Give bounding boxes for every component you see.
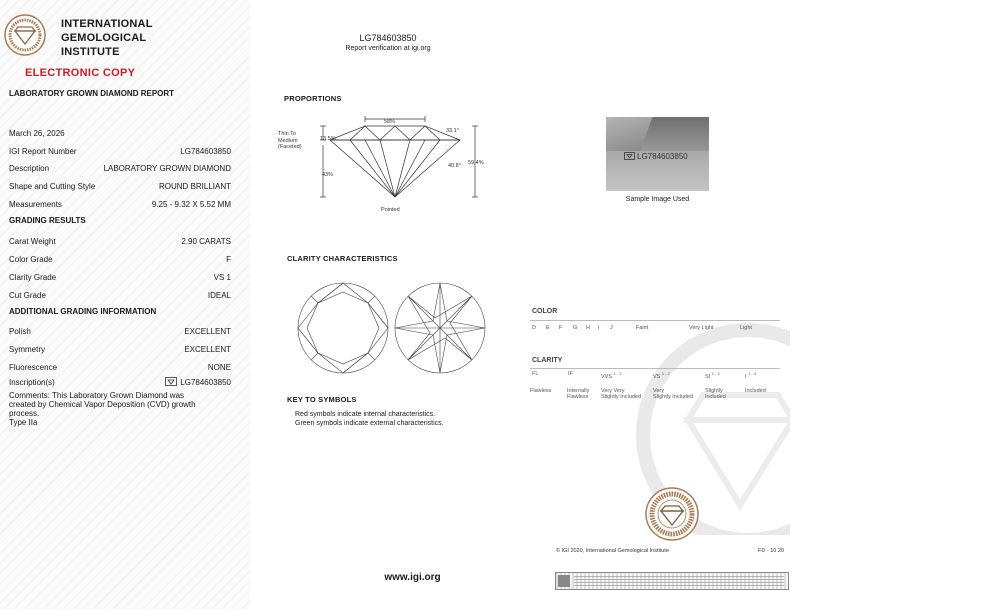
field-label: Shape and Cutting Style — [9, 182, 96, 191]
grading-results-heading: GRADING RESULTS — [9, 216, 86, 225]
org-name-line-3: INSTITUTE — [61, 46, 120, 58]
color-grade-e: E — [546, 325, 550, 331]
color-grade-j: J — [610, 325, 613, 331]
field-measurements — [9, 199, 231, 211]
desc-line: Flawless — [530, 388, 552, 394]
field-value: EXCELLENT — [184, 327, 231, 336]
clarity-characteristics-heading: CLARITY CHARACTERISTICS — [287, 254, 398, 263]
color-grade-light: Light — [740, 325, 752, 331]
grade-name: VVS — [601, 373, 613, 380]
electronic-copy-label: ELECTRONIC COPY — [25, 67, 136, 79]
field-polish — [9, 326, 231, 338]
field-cut-grade — [9, 290, 231, 302]
desc-line: Internally — [567, 388, 590, 394]
girdle-line: Medium — [278, 137, 298, 144]
field-value: NONE — [207, 363, 231, 372]
report-type-title: LABORATORY GROWN DIAMOND REPORT — [9, 89, 175, 98]
culet-label: Pointed — [381, 207, 400, 213]
clarity-grade-vs — [653, 371, 670, 380]
field-value: LG784603850 — [180, 378, 231, 387]
color-grade-d: D — [532, 325, 536, 331]
field-label: Symmetry — [9, 345, 45, 354]
clarity-desc-if — [567, 388, 589, 400]
desc-line: Very Very — [601, 388, 625, 394]
key-line-green: Green symbols indicate external characteristics. — [295, 420, 444, 427]
field-value: LG784603850 — [180, 147, 231, 156]
comments-block — [9, 391, 234, 427]
org-name-line-1: INTERNATIONAL — [61, 18, 153, 30]
desc-line: Flawless — [567, 394, 589, 400]
clarity-desc-vs — [653, 388, 693, 400]
key-to-symbols-heading: KEY TO SYMBOLS — [287, 395, 357, 404]
grade-name: SI — [705, 373, 711, 380]
field-shape — [9, 181, 231, 193]
clarity-plot-diagram — [295, 280, 495, 380]
sample-inscription-photo — [606, 117, 709, 191]
field-label: Clarity Grade — [9, 273, 57, 282]
proportions-heading: PROPORTIONS — [284, 94, 342, 103]
pavilion-depth: 43% — [322, 172, 334, 178]
field-value: EXCELLENT — [184, 345, 231, 354]
copyright-text: © IGI 2020, International Gemological Institute — [556, 548, 669, 554]
grade-name: VS — [653, 373, 661, 380]
girdle-label — [278, 131, 302, 151]
key-to-symbols-text — [295, 410, 444, 428]
field-clarity-grade — [9, 272, 231, 284]
color-grade-h: H — [586, 325, 590, 331]
grade-range: 1 - 2 — [613, 371, 622, 376]
report-date: March 26, 2026 — [9, 129, 65, 138]
additional-grading-heading: ADDITIONAL GRADING INFORMATION — [9, 307, 157, 316]
comment-line: created by Chemical Vapor Deposition (CVD) growth — [9, 400, 196, 409]
field-label: Polish — [9, 327, 31, 336]
field-value: 9.25 - 9.32 X 5.52 MM — [151, 200, 231, 209]
field-label: Color Grade — [9, 255, 53, 264]
field-label: Description — [9, 164, 50, 173]
clarity-scale-line — [530, 368, 780, 369]
desc-line: Included — [705, 394, 726, 400]
key-line-red: Red symbols indicate internal characteristics. — [295, 411, 436, 418]
comment-line: Type IIa — [9, 418, 38, 427]
field-value-wrap — [165, 377, 231, 389]
inscription-icon — [165, 377, 177, 386]
grade-range: 1 - 2 — [661, 371, 670, 376]
field-value: 2.90 CARATS — [181, 237, 231, 246]
inscription-icon — [624, 152, 635, 160]
field-report-number — [9, 146, 231, 158]
grade-range: 1 - 3 — [748, 371, 757, 376]
field-value: IDEAL — [207, 291, 231, 300]
table-percent: 58% — [384, 119, 396, 125]
igi-seal-stamp — [644, 486, 700, 542]
clarity-scale-title: CLARITY — [532, 357, 563, 364]
field-label: Inscription(s) — [9, 378, 55, 387]
desc-line: Slightly — [705, 388, 723, 394]
desc-line: Slightly Included — [601, 394, 642, 400]
report-left-panel — [0, 0, 250, 609]
field-label: Carat Weight — [9, 237, 56, 246]
security-microtext — [574, 576, 784, 586]
field-description — [9, 163, 231, 175]
comment-line: Comments: This Laboratory Grown Diamond was — [9, 391, 185, 400]
clarity-grade-i — [745, 371, 756, 380]
org-name — [61, 17, 153, 59]
field-value: VS 1 — [213, 273, 231, 282]
field-color-grade — [9, 254, 231, 266]
grade-range: 1 - 2 — [711, 371, 720, 376]
girdle-line: Thin To — [278, 131, 296, 137]
crown-angle: 33.1° — [446, 128, 459, 134]
grading-scales-panel — [528, 300, 790, 562]
clarity-grade-si — [705, 371, 720, 380]
desc-line: Included — [745, 388, 766, 394]
field-label: IGI Report Number — [9, 147, 77, 156]
org-name-line-2: GEMOLOGICAL — [61, 32, 147, 44]
photo-inscription — [624, 152, 688, 161]
field-symmetry — [9, 344, 231, 356]
clarity-grade-vvs — [601, 371, 622, 380]
field-label: Measurements — [9, 200, 62, 209]
website-link[interactable]: www.igi.org — [384, 572, 441, 583]
color-grade-faint: Faint — [636, 325, 649, 331]
field-value: F — [226, 255, 231, 264]
sample-image-caption: Sample Image Used — [625, 196, 690, 203]
color-grade-very-light: Very Light — [689, 325, 714, 331]
color-scale-line — [530, 320, 780, 321]
field-carat-weight — [9, 236, 231, 248]
clarity-grade-if: IF — [568, 371, 573, 377]
verification-note: Report verification at igi.org — [345, 45, 431, 52]
field-label: Fluorescence — [9, 363, 58, 372]
field-value: LABORATORY GROWN DIAMOND — [103, 164, 231, 173]
desc-line: Very — [653, 388, 665, 394]
comment-line: process. — [9, 409, 40, 418]
pavilion-angle: 40.8° — [448, 163, 461, 169]
girdle-line: (Faceted) — [278, 144, 302, 150]
color-scale-title: COLOR — [532, 308, 558, 315]
security-strip — [555, 572, 789, 590]
report-number-header: LG784603850 — [359, 33, 417, 43]
clarity-grade-fl: FL — [532, 371, 539, 377]
total-depth: 59.4% — [468, 160, 484, 166]
security-qr-icon — [558, 575, 570, 587]
grade-name: I — [745, 373, 747, 380]
field-fluorescence — [9, 362, 231, 374]
clarity-desc-i — [745, 388, 766, 394]
crown-height: 13.5% — [320, 136, 336, 142]
color-grade-f: F — [559, 325, 563, 331]
clarity-desc-fl — [530, 388, 551, 394]
color-grade-i: I — [598, 325, 600, 331]
clarity-desc-vvs — [601, 388, 641, 400]
clarity-desc-si — [705, 388, 726, 400]
field-value: ROUND BRILLIANT — [158, 182, 231, 191]
photo-shade — [639, 117, 709, 153]
desc-line: Slightly Included — [653, 394, 694, 400]
field-label: Cut Grade — [9, 291, 46, 300]
field-inscription — [9, 377, 231, 389]
form-code: FD - 10 20 — [758, 548, 784, 554]
igi-seal-logo — [4, 14, 46, 56]
photo-inscription-text: LG784603850 — [637, 152, 688, 161]
color-grade-g: G — [573, 325, 578, 331]
